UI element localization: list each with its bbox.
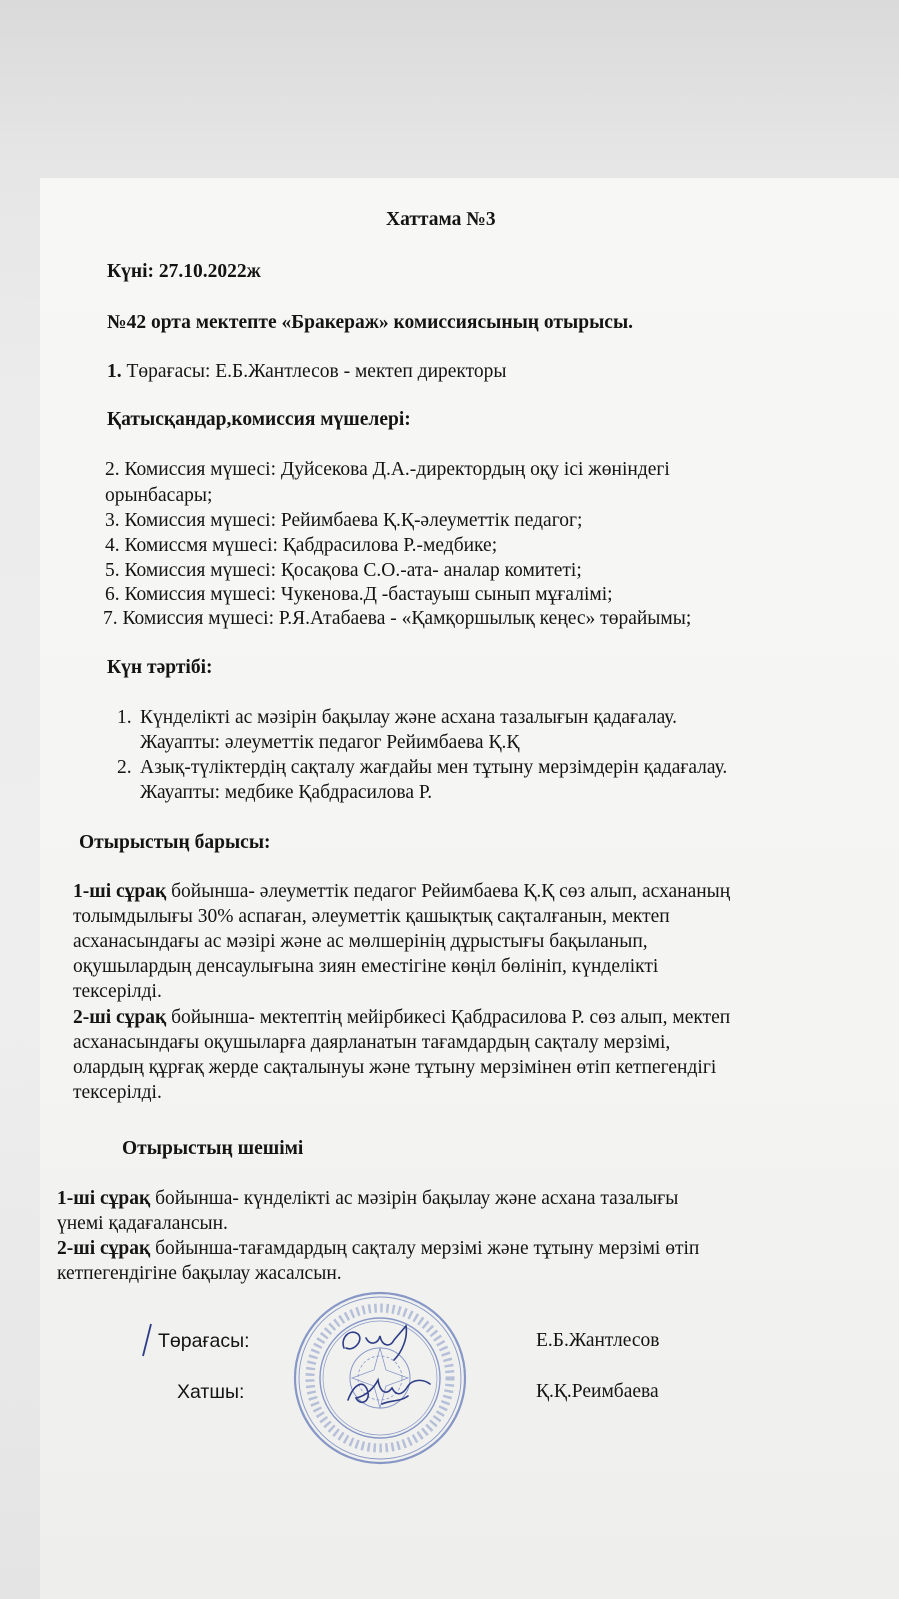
ink-mark-icon: [140, 1322, 154, 1358]
agenda-item-number: 2.: [117, 757, 132, 778]
chair-signature-label: Төрағасы:: [158, 1330, 250, 1352]
agenda-item-responsible: Жауапты: медбике Қабдрасилова Р.: [140, 782, 433, 803]
secretary-signature-name: Қ.Қ.Реимбаева: [536, 1381, 659, 1402]
meeting-heading: №42 орта мектепте «Бракераж» комиссиясының отырысы.: [107, 312, 634, 333]
decision-line: [57, 1187, 678, 1211]
progress-line: [73, 1006, 730, 1030]
chair-number: 1.: [107, 361, 122, 382]
progress-line: толымдылығы 30% аспаған, әлеуметтік қашықтық сақталғанын, мектеп: [73, 906, 670, 927]
meeting-date: Күні: 27.10.2022ж: [107, 261, 261, 282]
progress-line: тексерілді.: [73, 981, 162, 1002]
progress-text: бойынша- мектептің мейірбикесі Қабдрасилова Р. сөз алып, мектеп: [166, 1007, 731, 1028]
agenda-item-text: Күнделікті ас мәзірін бақылау және асхана тазалығын қадағалау.: [140, 707, 677, 728]
document-title: Хаттама №3: [386, 209, 496, 230]
member-line: 5. Комиссия мүшесі: Қосақова С.О.-ата- аналар комитеті;: [105, 560, 582, 581]
member-line: 3. Комиссия мүшесі: Рейимбаева Қ.Қ-әлеуметтік педагог;: [105, 510, 583, 531]
agenda-heading: Күн тәртібі:: [107, 657, 213, 678]
chair-line: [107, 360, 507, 384]
decision-line: кетпегендігіне бақылау жасалсын.: [57, 1263, 342, 1284]
question-label: 2-ші сұрақ: [57, 1238, 151, 1259]
member-line: 6. Комиссия мүшесі: Чукенова.Д -бастауыш сынып мұғалімі;: [105, 584, 613, 605]
progress-line: оқушылардың денсаулығына зиян еместігіне көңіл бөлініп, күнделікті: [73, 956, 659, 977]
chair-text: Төрағасы: Е.Б.Жантлесов - мектеп директоры: [121, 361, 507, 382]
secretary-signature-icon: [342, 1366, 438, 1416]
decision-text: бойынша-тағамдардың сақталу мерзімі және тұтыну мерзімі өтіп: [150, 1238, 700, 1259]
progress-text: бойынша- әлеуметтік педагог Рейимбаева Қ.Қ сөз алып, асхананың: [166, 881, 731, 902]
chair-signature-icon: [336, 1318, 426, 1366]
progress-line: [73, 880, 730, 904]
progress-line: асханасындағы оқушыларға даярланатын тағамдардың сақталу мерзімі,: [73, 1032, 671, 1053]
decision-line: [57, 1237, 699, 1261]
participants-heading: Қатысқандар,комиссия мүшелері:: [107, 409, 411, 430]
decision-heading: Отырыстың шешімі: [122, 1138, 304, 1159]
agenda-item-responsible: Жауапты: әлеуметтік педагог Рейимбаева Қ.Қ: [140, 732, 520, 753]
decision-line: үнемі қадағалансын.: [57, 1213, 228, 1234]
question-label: 2-ші сұрақ: [73, 1007, 167, 1028]
chair-signature-name: Е.Б.Жантлесов: [536, 1330, 660, 1351]
member-line: 4. Комиссмя мүшесі: Қабдрасилова Р.-медбике;: [105, 535, 498, 556]
question-label: 1-ші сұрақ: [57, 1188, 151, 1209]
progress-heading: Отырыстың барысы:: [79, 832, 271, 853]
question-label: 1-ші сұрақ: [73, 881, 167, 902]
member-line: 7. Комиссия мүшесі: Р.Я.Атабаева - «Қамқоршылық кеңес» төрайымы;: [103, 608, 692, 629]
progress-line: тексерілді.: [73, 1082, 162, 1103]
progress-line: асханасындағы ас мәзірі және ас мөлшерінің дұрыстығы бақыланып,: [73, 931, 648, 952]
agenda-item-text: Азық-түліктердің сақталу жағдайы мен тұтыну мерзімдерін қадағалау.: [140, 757, 728, 778]
progress-line: олардың құрғақ жерде сақталынуы және тұтыну мерзімінен өтіп кетпегендігі: [73, 1057, 717, 1078]
member-line: орынбасары;: [105, 485, 213, 506]
secretary-signature-label: Хатшы:: [177, 1381, 245, 1403]
member-line: 2. Комиссия мүшесі: Дуйсекова Д.А.-директордың оқу ісі жөніндегі: [105, 459, 670, 480]
agenda-item-number: 1.: [117, 707, 132, 728]
decision-text: бойынша- күнделікті ас мәзірін бақылау және асхана тазалығы: [150, 1188, 679, 1209]
